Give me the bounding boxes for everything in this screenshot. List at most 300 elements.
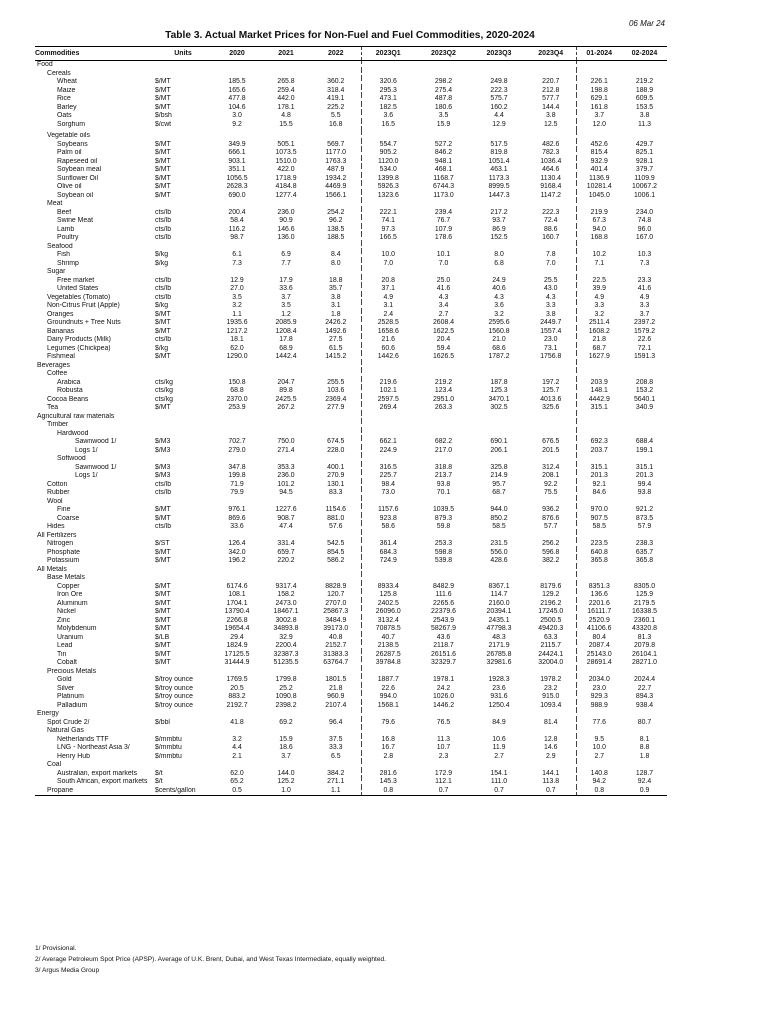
value-cell: 3.8 [545, 310, 556, 318]
value-cell: 41.6 [637, 285, 652, 293]
price-table [35, 46, 667, 796]
row-label: Beverages [37, 361, 70, 369]
unit-cell: $/troy ounce [155, 701, 193, 709]
value-cell: 102.1 [361, 387, 415, 396]
table-row [35, 600, 667, 609]
unit-cell: $/ST [155, 540, 170, 548]
column-header: 01-2024 [576, 47, 622, 61]
value-cell: 994.0 [361, 693, 415, 702]
value-cell [261, 498, 311, 507]
row-label: Logs 1/ [75, 446, 98, 454]
value-cell [415, 566, 472, 575]
table-row [35, 770, 667, 779]
value-cell: 68.8 [230, 387, 244, 395]
row-label: Vegetable oils [47, 132, 90, 140]
value-cell: 17.9 [279, 276, 293, 284]
value-cell: 908.7 [277, 514, 295, 522]
value-cell: 24.2 [436, 684, 451, 692]
value-cell: 57.9 [637, 523, 652, 531]
row-label: Silver [57, 684, 75, 692]
value-cell: 146.6 [277, 225, 295, 233]
value-cell: 3.6 [361, 112, 415, 121]
column-header: 2020 [213, 47, 261, 61]
unit-cell [153, 574, 213, 583]
value-cell: 6.5 [330, 752, 341, 760]
value-cell: 873.5 [635, 514, 654, 522]
value-cell: 76.5 [436, 718, 451, 726]
value-cell: 93.7 [492, 217, 506, 225]
row-label: Lamb [57, 225, 75, 233]
row-label: Base Metals [47, 574, 85, 582]
value-cell: 401.4 [576, 166, 622, 175]
value-cell: 1090.8 [275, 693, 297, 701]
table-row [35, 294, 667, 303]
value-cell: 1173.0 [433, 191, 454, 199]
row-label: Shrimp [57, 259, 79, 267]
value-cell: 71.9 [230, 480, 244, 488]
row-label: Phosphate [47, 548, 80, 556]
value-cell: 2402.5 [361, 600, 415, 609]
value-cell [415, 421, 472, 430]
value-cell: 63764.7 [323, 659, 349, 667]
value-cell: 351.1 [228, 166, 246, 174]
value-cell [472, 498, 526, 507]
value-cell [526, 243, 576, 252]
table-row [35, 591, 667, 600]
unit-cell: $/MT [155, 157, 171, 165]
value-cell: 2.7 [576, 753, 622, 762]
row-label: Precious Metals [47, 667, 97, 675]
value-cell: 158.2 [277, 591, 295, 599]
value-cell [361, 430, 415, 439]
value-cell [472, 70, 526, 79]
value-cell: 2.7 [494, 752, 504, 760]
value-cell: 1824.9 [226, 642, 248, 650]
value-cell: 217.0 [434, 446, 453, 454]
value-cell [472, 455, 526, 464]
value-cell [361, 498, 415, 507]
value-cell [526, 132, 576, 141]
value-cell: 1154.6 [325, 506, 347, 514]
column-header: Units [153, 47, 213, 61]
value-cell: 318.4 [327, 86, 345, 94]
value-cell: 4184.8 [275, 183, 297, 191]
value-cell: 40.7 [361, 634, 415, 643]
value-cell: 93.8 [436, 480, 451, 488]
value-cell: 219.2 [434, 378, 453, 386]
value-cell: 3132.4 [361, 617, 415, 626]
table-row [35, 464, 667, 473]
value-cell: 3.2 [494, 310, 504, 318]
table-row [35, 489, 667, 498]
value-cell [622, 61, 667, 70]
value-cell: 203.7 [576, 447, 622, 456]
value-cell: 724.9 [361, 557, 415, 566]
value-cell: 948.1 [434, 157, 453, 165]
value-cell: 482.6 [542, 140, 560, 148]
value-cell [261, 574, 311, 583]
value-cell: 116.2 [228, 225, 246, 233]
value-cell: 168.8 [576, 234, 622, 243]
value-cell: 25.0 [436, 276, 451, 284]
value-cell: 18.6 [279, 744, 293, 752]
value-cell: 429.7 [635, 140, 654, 148]
row-label: Netherlands TTF [57, 735, 109, 743]
value-cell [576, 430, 622, 439]
table-row [35, 625, 667, 634]
value-cell: 8305.0 [633, 582, 656, 590]
value-cell: 161.8 [576, 104, 622, 113]
unit-cell: $/MT [155, 608, 171, 616]
unit-cell: $/MT [155, 659, 171, 667]
value-cell [472, 574, 526, 583]
row-label: Gold [57, 676, 72, 684]
row-label: Henry Hub [57, 752, 90, 760]
row-label: Sawnwood 1/ [75, 463, 117, 471]
value-cell: 253.9 [228, 404, 246, 412]
unit-cell: $/MT [155, 183, 171, 191]
value-cell: 43320.8 [632, 625, 657, 633]
unit-cell: $/MT [155, 404, 171, 412]
value-cell: 25.2 [279, 684, 293, 692]
value-cell [415, 498, 472, 507]
value-cell: 21.8 [576, 336, 622, 345]
table-row [35, 61, 667, 70]
value-cell [526, 200, 576, 209]
value-cell: 94.0 [576, 226, 622, 235]
value-cell: 554.7 [361, 141, 415, 150]
value-cell: 201.5 [542, 446, 560, 454]
row-label: Propane [35, 787, 153, 796]
unit-cell [153, 710, 213, 719]
unit-cell [153, 243, 213, 252]
value-cell: 684.3 [361, 549, 415, 558]
value-cell: 224.9 [361, 447, 415, 456]
value-cell: 120.7 [327, 591, 345, 599]
row-label: Beef [57, 208, 72, 216]
unit-cell: $/troy ounce [155, 693, 193, 701]
footnote: 3/ Argus Media Group [35, 967, 100, 974]
value-cell: 206.1 [490, 446, 508, 454]
value-cell: 2397.2 [633, 319, 656, 327]
value-cell: 3.2 [232, 735, 242, 743]
value-cell [261, 200, 311, 209]
row-label: All Metals [37, 565, 67, 573]
table-row [35, 778, 667, 787]
value-cell [361, 370, 415, 379]
row-label: Aluminum [57, 599, 88, 607]
row-label: Uranium [57, 633, 84, 641]
value-cell: 6174.6 [226, 582, 248, 590]
unit-cell: $/bsh [155, 112, 172, 120]
value-cell [311, 727, 361, 736]
value-cell: 1763.3 [325, 157, 347, 165]
unit-cell: $/MT [155, 557, 171, 565]
value-cell: 275.4 [434, 86, 453, 94]
value-cell [361, 413, 415, 422]
value-cell: 1801.5 [325, 676, 347, 684]
value-cell: 129.2 [542, 591, 560, 599]
value-cell: 384.2 [327, 769, 345, 777]
unit-cell [153, 532, 213, 541]
table-row [35, 404, 667, 413]
table-row [35, 685, 667, 694]
row-label: Nickel [57, 608, 76, 616]
value-cell: 97.3 [361, 226, 415, 235]
value-cell: 68.7 [492, 489, 506, 497]
value-cell: 2024.4 [633, 676, 656, 684]
value-cell: 74.1 [361, 217, 415, 226]
value-cell [576, 668, 622, 677]
table-row [35, 141, 667, 150]
value-cell: 145.3 [361, 778, 415, 787]
value-cell: 180.6 [434, 103, 453, 111]
value-cell [311, 413, 361, 422]
value-cell: 67.3 [576, 217, 622, 226]
table-row [35, 251, 667, 260]
value-cell: 3.2 [232, 302, 242, 310]
value-cell: 92.4 [637, 778, 652, 786]
table-row [35, 455, 667, 464]
value-cell: 1157.6 [361, 506, 415, 515]
value-cell: 4.9 [361, 294, 415, 303]
value-cell [622, 574, 667, 583]
value-cell: 41.8 [230, 718, 244, 726]
table-row [35, 532, 667, 541]
value-cell: 2398.2 [275, 701, 297, 709]
unit-cell: $/MT [155, 591, 171, 599]
value-cell: 8.0 [330, 259, 341, 267]
value-cell: 2200.4 [275, 642, 297, 650]
table-row [35, 104, 667, 113]
value-cell: 125.3 [490, 387, 508, 395]
value-cell: 70.1 [436, 489, 451, 497]
table-row [35, 379, 667, 388]
value-cell [311, 566, 361, 575]
value-cell [576, 61, 622, 70]
table-row [35, 387, 667, 396]
value-cell: 271.4 [277, 446, 295, 454]
value-cell: 57.6 [329, 523, 343, 531]
value-cell: 340.9 [635, 404, 654, 412]
table-row [35, 70, 667, 79]
table-row [35, 651, 667, 660]
value-cell: 316.5 [361, 464, 415, 473]
value-cell: 39173.0 [323, 625, 349, 633]
value-cell: 1566.1 [325, 191, 347, 199]
value-cell: 201.3 [576, 472, 622, 481]
value-cell: 83.3 [329, 489, 343, 497]
unit-cell: $/t [155, 778, 163, 786]
value-cell: 302.5 [490, 404, 508, 412]
value-cell [311, 574, 361, 583]
value-cell: 24424.1 [538, 650, 564, 658]
value-cell: 869.6 [228, 514, 246, 522]
table-row [35, 217, 667, 226]
unit-cell [153, 421, 213, 430]
value-cell: 213.7 [434, 472, 453, 480]
value-cell [576, 498, 622, 507]
unit-cell: $/MT [155, 95, 171, 103]
value-cell: 25.5 [544, 276, 558, 284]
value-cell: 125.2 [277, 778, 295, 786]
value-cell: 28271.0 [632, 659, 657, 667]
value-cell: 2107.4 [325, 701, 347, 709]
value-cell: 598.8 [434, 548, 453, 556]
unit-cell: cts/lb [155, 234, 172, 242]
unit-cell: cts/lb [155, 285, 172, 293]
value-cell: 108.1 [228, 591, 246, 599]
value-cell [415, 200, 472, 209]
table-row [35, 302, 667, 311]
value-cell [622, 430, 667, 439]
value-cell: 1045.0 [576, 192, 622, 201]
value-cell: 259.4 [277, 86, 295, 94]
value-cell: 125.9 [635, 591, 654, 599]
value-cell: 298.2 [434, 78, 453, 86]
unit-cell: $/MT [155, 582, 171, 590]
value-cell: 48.3 [492, 633, 506, 641]
value-cell [261, 370, 311, 379]
value-cell: 3.5 [281, 302, 291, 310]
value-cell: 8179.6 [540, 582, 562, 590]
value-cell: 166.5 [361, 234, 415, 243]
value-cell: 23.0 [544, 336, 558, 344]
table-row [35, 566, 667, 575]
value-cell: 1227.6 [275, 506, 297, 514]
value-cell: 39.9 [576, 285, 622, 294]
value-cell: 1626.5 [432, 353, 455, 361]
value-cell: 556.0 [490, 548, 508, 556]
value-cell: 225.2 [327, 103, 345, 111]
value-cell: 2425.5 [275, 395, 297, 403]
value-cell: 2.7 [438, 310, 449, 318]
value-cell: 2034.0 [576, 676, 622, 685]
table-row [35, 753, 667, 762]
row-label: Food [37, 61, 53, 69]
row-label: Coarse [57, 514, 80, 522]
value-cell: 160.2 [490, 103, 508, 111]
value-cell: 2.1 [232, 752, 242, 760]
value-cell: 265.8 [277, 78, 295, 86]
value-cell: 1446.2 [432, 701, 455, 709]
value-cell: 81.4 [544, 718, 558, 726]
value-cell [213, 574, 261, 583]
value-cell: 10.3 [637, 251, 652, 259]
value-cell: 3.7 [281, 293, 291, 301]
value-cell: 938.4 [635, 701, 654, 709]
row-label: Timber [47, 421, 69, 429]
value-cell: 253.3 [434, 540, 453, 548]
value-cell: 4.3 [438, 293, 449, 301]
unit-cell [153, 455, 213, 464]
value-cell: 1627.9 [576, 353, 622, 362]
value-cell: 1120.0 [361, 158, 415, 167]
value-cell: 33.6 [230, 523, 244, 531]
value-cell: 201.3 [635, 472, 654, 480]
value-cell: 26104.1 [632, 650, 657, 658]
value-cell: 172.9 [434, 769, 453, 777]
value-cell: 3.8 [330, 293, 341, 301]
value-cell: 586.2 [327, 557, 345, 565]
value-cell: 18.1 [230, 336, 244, 344]
row-label: Cotton [47, 480, 68, 488]
value-cell: 1217.2 [226, 327, 248, 335]
value-cell: 1560.8 [488, 327, 510, 335]
value-cell: 25143.0 [576, 651, 622, 660]
value-cell [472, 61, 526, 70]
table-row [35, 481, 667, 490]
unit-cell [153, 370, 213, 379]
row-label: Rapeseed oil [57, 157, 98, 165]
value-cell: 2.8 [361, 753, 415, 762]
value-cell: 923.8 [361, 515, 415, 524]
value-cell: 47.4 [279, 523, 293, 531]
value-cell: 464.6 [542, 166, 560, 174]
value-cell: 1208.4 [275, 327, 297, 335]
row-label: Fish [57, 251, 71, 259]
value-cell [361, 727, 415, 736]
unit-cell: $/M3 [155, 463, 171, 471]
value-cell: 23.6 [492, 684, 506, 692]
unit-cell: cts/lb [155, 480, 172, 488]
value-cell: 18467.1 [273, 608, 299, 616]
table-row [35, 702, 667, 711]
unit-cell: $/MT [155, 642, 171, 650]
value-cell: 3.4 [438, 302, 449, 310]
value-cell: 61.5 [329, 344, 343, 352]
value-cell [526, 421, 576, 430]
value-cell: 3.0 [232, 112, 242, 120]
value-cell [213, 455, 261, 464]
value-cell [213, 70, 261, 79]
unit-cell: $/troy ounce [155, 684, 193, 692]
value-cell: 1130.4 [540, 174, 562, 182]
row-label: Olive oil [57, 183, 82, 191]
value-cell: 883.2 [228, 693, 246, 701]
value-cell: 1510.0 [275, 157, 297, 165]
value-cell [472, 413, 526, 422]
value-cell: 222.3 [542, 208, 560, 216]
row-label: Coal [47, 761, 62, 769]
value-cell: 22379.6 [431, 608, 456, 616]
value-cell: 279.0 [228, 446, 246, 454]
value-cell: 10.7 [436, 744, 451, 752]
value-cell: 17245.0 [538, 608, 564, 616]
value-cell: 609.5 [635, 95, 654, 103]
value-cell: 534.0 [361, 166, 415, 175]
value-cell: 1.0 [261, 787, 311, 796]
value-cell: 932.9 [576, 158, 622, 167]
value-cell: 635.7 [635, 548, 654, 556]
footnote: 1/ Provisional. [35, 945, 77, 952]
column-header: 2022 [311, 47, 361, 61]
unit-cell: $/MT [155, 78, 171, 86]
value-cell: 819.8 [490, 149, 508, 157]
value-cell: 3.5 [438, 112, 449, 120]
value-cell: 452.6 [576, 141, 622, 150]
value-cell: 1557.4 [540, 327, 562, 335]
value-cell: 12.0 [576, 121, 622, 130]
value-cell: 2370.0 [226, 395, 248, 403]
value-cell: 3.3 [545, 302, 556, 310]
unit-cell: $/MT [155, 103, 171, 111]
value-cell [361, 132, 415, 141]
value-cell: 57.7 [544, 523, 558, 531]
unit-cell [153, 61, 213, 70]
value-cell [472, 430, 526, 439]
value-cell [472, 370, 526, 379]
